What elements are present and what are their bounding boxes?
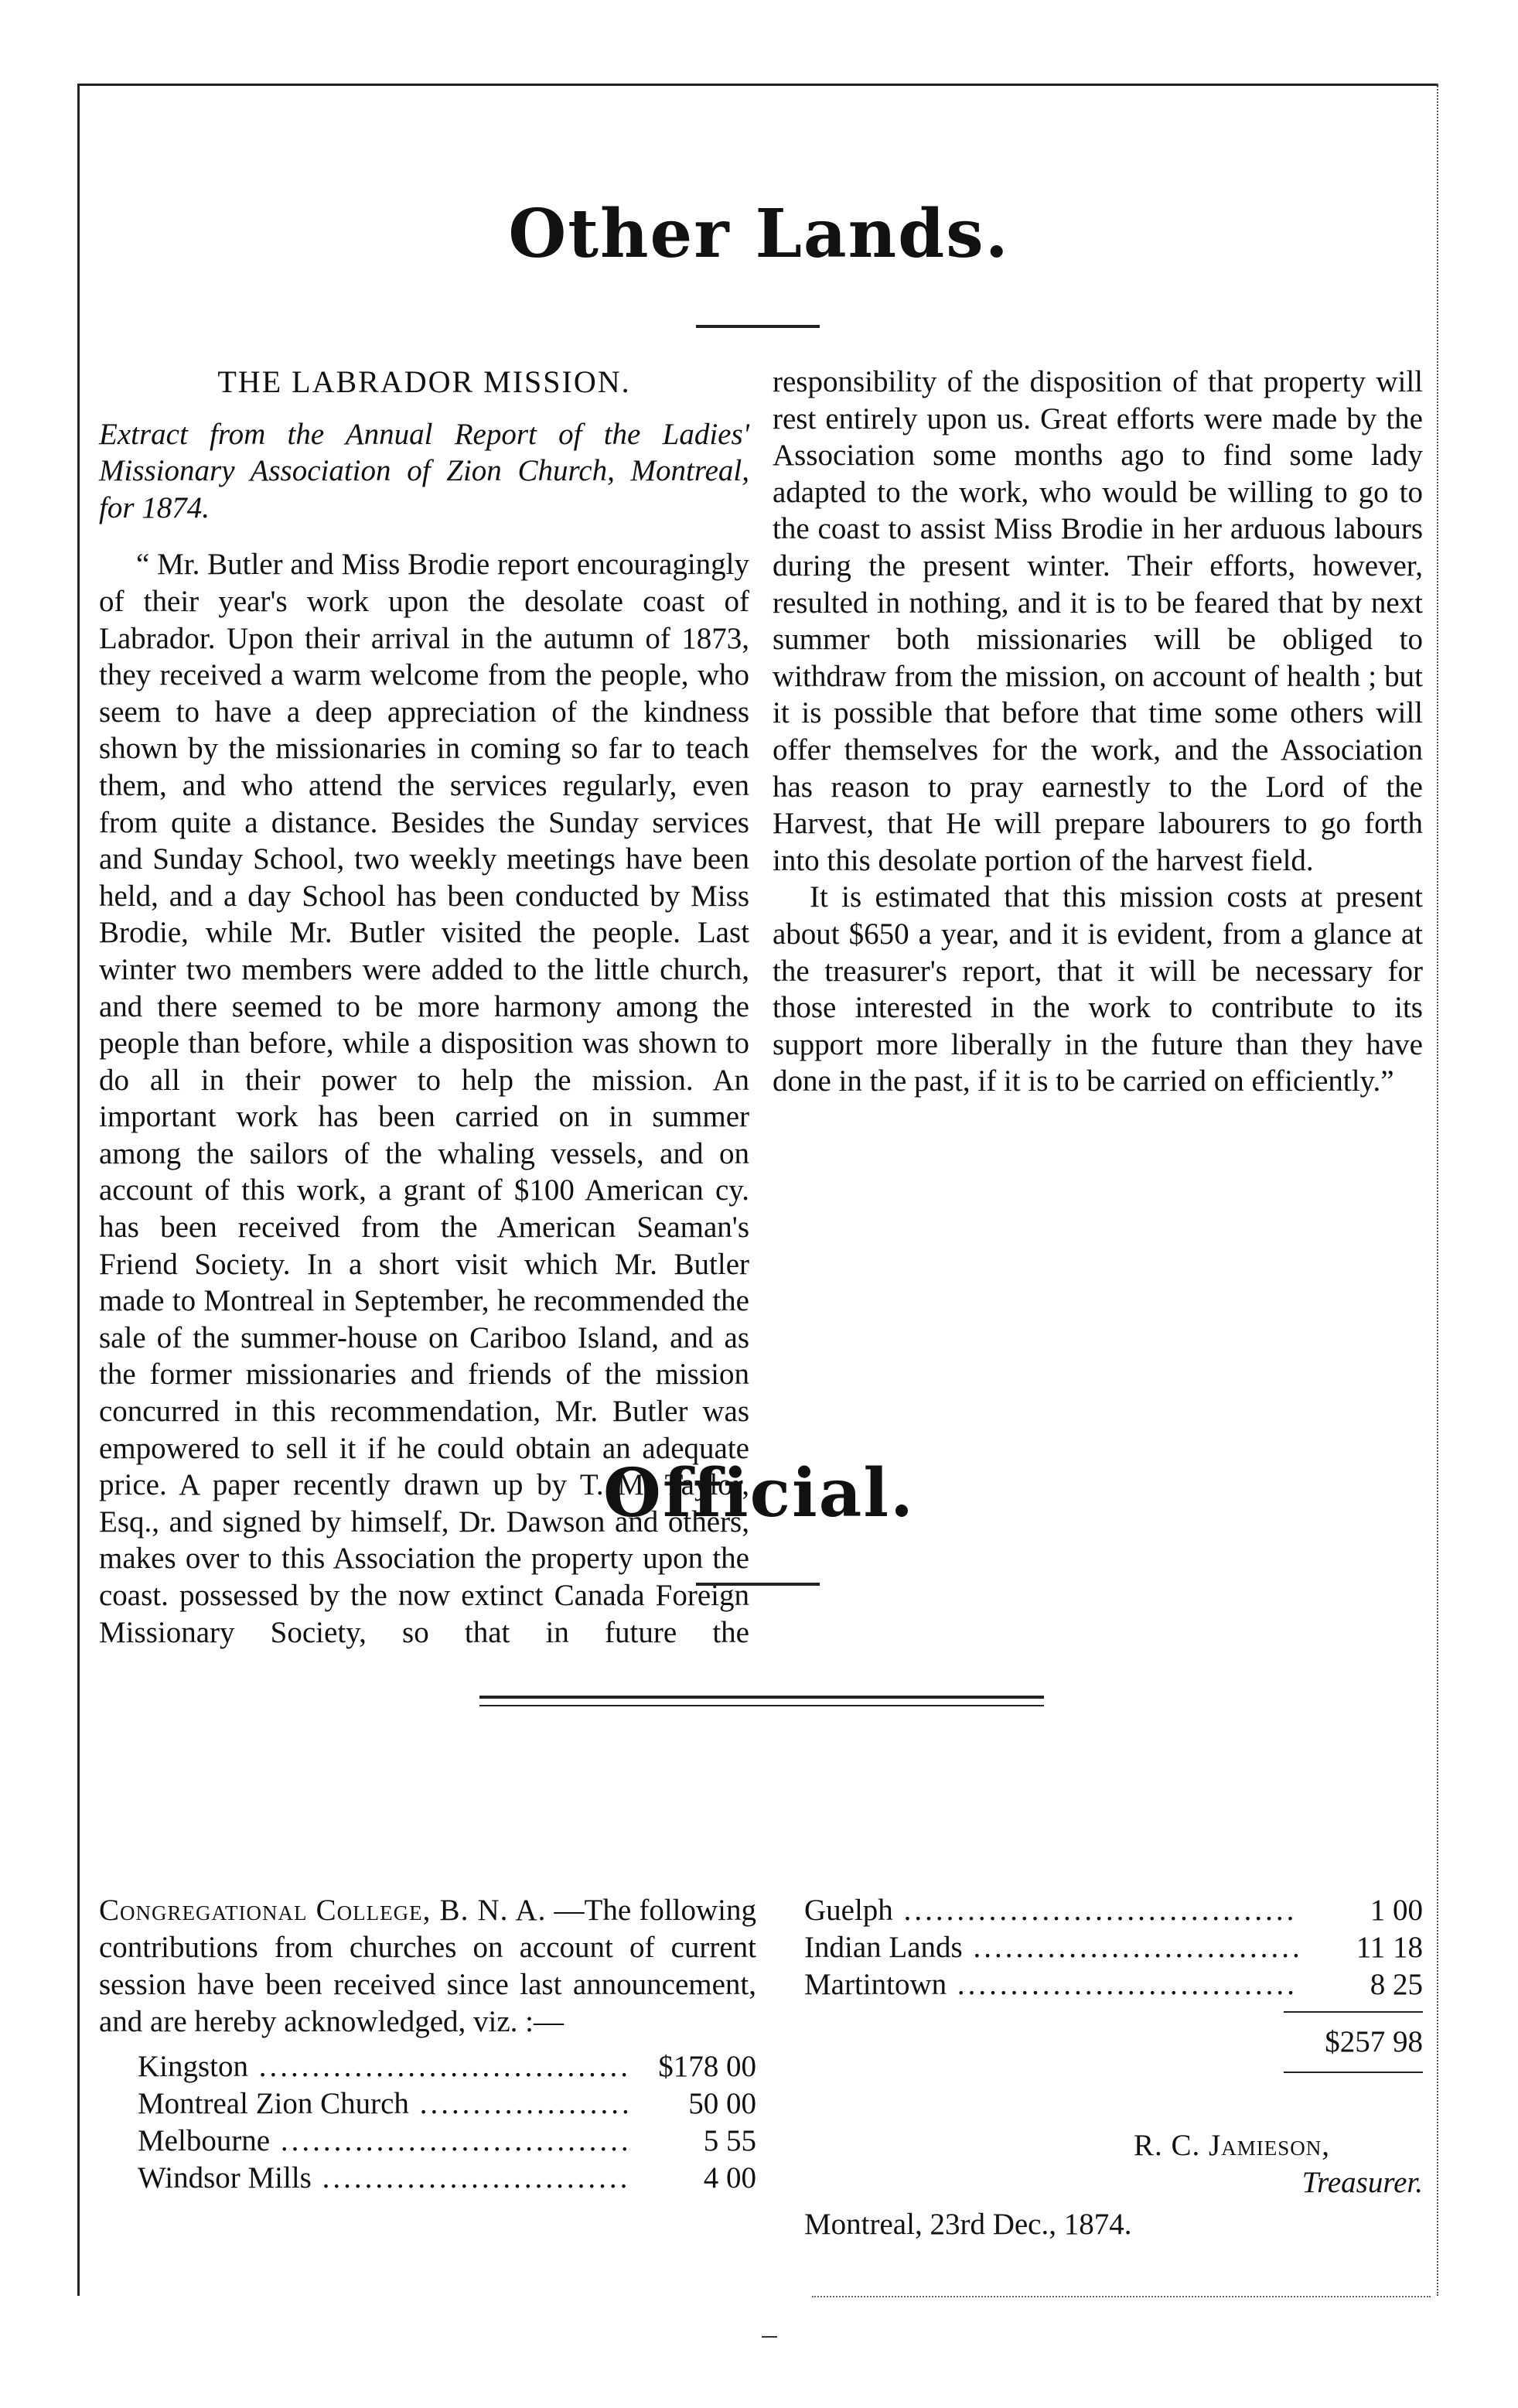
contribution-row <box>804 1929 1423 1966</box>
contribution-name: Martintown ..... <box>804 1966 1299 2003</box>
contribution-amount: 4 00 <box>703 2161 756 2195</box>
contribution-name: Indian Lands ..... <box>804 1929 1299 1966</box>
article-heading: THE LABRADOR MISSION. <box>217 364 631 399</box>
title-rule <box>696 1583 820 1586</box>
article-extract: Extract from the Annual Report of the Ladies' Missionary Association of Zion Church, Montreal, for 1874. <box>99 417 749 524</box>
contributions-total: $257 98 <box>1325 2025 1423 2058</box>
page-border-bottom <box>812 2296 1431 2297</box>
contribution-amount: 5 55 <box>703 2124 756 2157</box>
page-border-right <box>1437 84 1438 2296</box>
contribution-name: Melbourne ..... <box>138 2123 633 2160</box>
section-title-official: Official. <box>603 1454 915 1532</box>
contributions-list-right <box>804 1892 1423 2003</box>
official-left-column <box>99 1892 756 2197</box>
contribution-row <box>804 1966 1423 2003</box>
treasurer-name: R. C. Jamieson, <box>1134 2129 1330 2162</box>
official-intro-text: —The following contributions from churches on account of current session have been received since last announcement, and are hereby acknowledged, viz. :— <box>99 1894 756 2038</box>
article-paragraph: It is estimated that this mission costs at present about $650 a year, and it is evident, from a glance at the treasurer's report, that it will be necessary for those interested in the work to contribute to its support more liberally in the future than they have done in the past, if it is to be carried on efficiently.” <box>773 880 1423 1098</box>
contribution-row <box>138 2160 756 2197</box>
printer-mark <box>762 2336 777 2338</box>
official-intro-caps: Congregational College, B. N. A. <box>99 1894 547 1927</box>
dateline: Montreal, 23rd Dec., 1874. <box>804 2208 1132 2241</box>
title-rule <box>696 325 820 328</box>
contribution-amount: 1 00 <box>1370 1894 1423 1927</box>
treasurer-title: Treasurer. <box>1301 2166 1423 2199</box>
section-title-other-lands: Other Lands. <box>508 195 1010 273</box>
contributions-list-left <box>99 2048 756 2197</box>
contribution-amount: $178 00 <box>658 2050 756 2083</box>
contribution-row <box>138 2123 756 2160</box>
contribution-row <box>138 2085 756 2123</box>
total-rule <box>1284 2072 1423 2073</box>
section-divider <box>479 1696 1044 1706</box>
contribution-name: Windsor Mills ..... <box>138 2160 633 2197</box>
official-intro <box>99 1892 756 2041</box>
article-paragraph: “ Mr. Butler and Miss Brodie report encouragingly of their year's work upon the desolate coast of Labrador. Upon their arrival in the autumn of 1873, they received a warm welcome from the people, who seem to have a deep appreciation of the kindness shown by the missionaries in coming so far to teach them, and who attend the services regularly, even from quite a distance. Besides the Sunday services and Sunday School, two weekly meetings have been held, and a day School has been conducted by Miss Brodie, while Mr. Butler visited the people. Last winter two members were added to the little church, and there seemed to be more harmony among the people than before, while a disposition was shown to do all in their power to help the mission. An important work has been carried on in summer among the sailors of the whaling vessels, and on account of this work, a grant of $100 American cy. has been received from the American Seaman's Friend Society. In a short visit which Mr. Butler made to Montreal in September, he recommended the sale of the summer-house on Cariboo Island, and as the former missionaries and friends of the mission concurred in this recommendation, Mr. Butler was empowered to sell it if he could obtain an adequate price. A paper recently drawn up by T. M. Taylor, Esq., and signed by himself, Dr. Dawson and others, makes over to this Association the property upon the coast. possessed by the now extinct Canada Foreign Missionary Society, so that in future the responsibility of the disposition of that property will rest entirely upon us. Great efforts were made by the Association some months ago to find some lady adapted to the work, who would be willing to go to the coast to assist Miss Brodie in her arduous labours during the present winter. Their efforts, however, resulted in nothing, and it is to be feared that by next summer both missionaries will be obliged to withdraw from the mission, on account of health ; but it is possible that before that time some others will offer themselves for the work, and the Association has reason to pray earnestly to the Lord of the Harvest, that He will prepare labourers to go forth into this desolate portion of the harvest field. <box>99 365 1423 1649</box>
official-right-column <box>804 1892 1423 2243</box>
contribution-amount: 11 18 <box>1356 1931 1423 1964</box>
contribution-amount: 50 00 <box>688 2087 756 2120</box>
page-border-left <box>77 84 80 2296</box>
total-rule <box>1284 2011 1423 2013</box>
contribution-name: Montreal Zion Church ..... <box>138 2085 633 2123</box>
contribution-amount: 8 25 <box>1370 1968 1423 2001</box>
contribution-row <box>138 2048 756 2085</box>
page-border-top <box>77 84 1438 86</box>
contribution-name: Guelph ..... <box>804 1892 1299 1929</box>
contribution-row <box>804 1892 1423 1929</box>
contribution-name: Kingston ..... <box>138 2048 633 2085</box>
